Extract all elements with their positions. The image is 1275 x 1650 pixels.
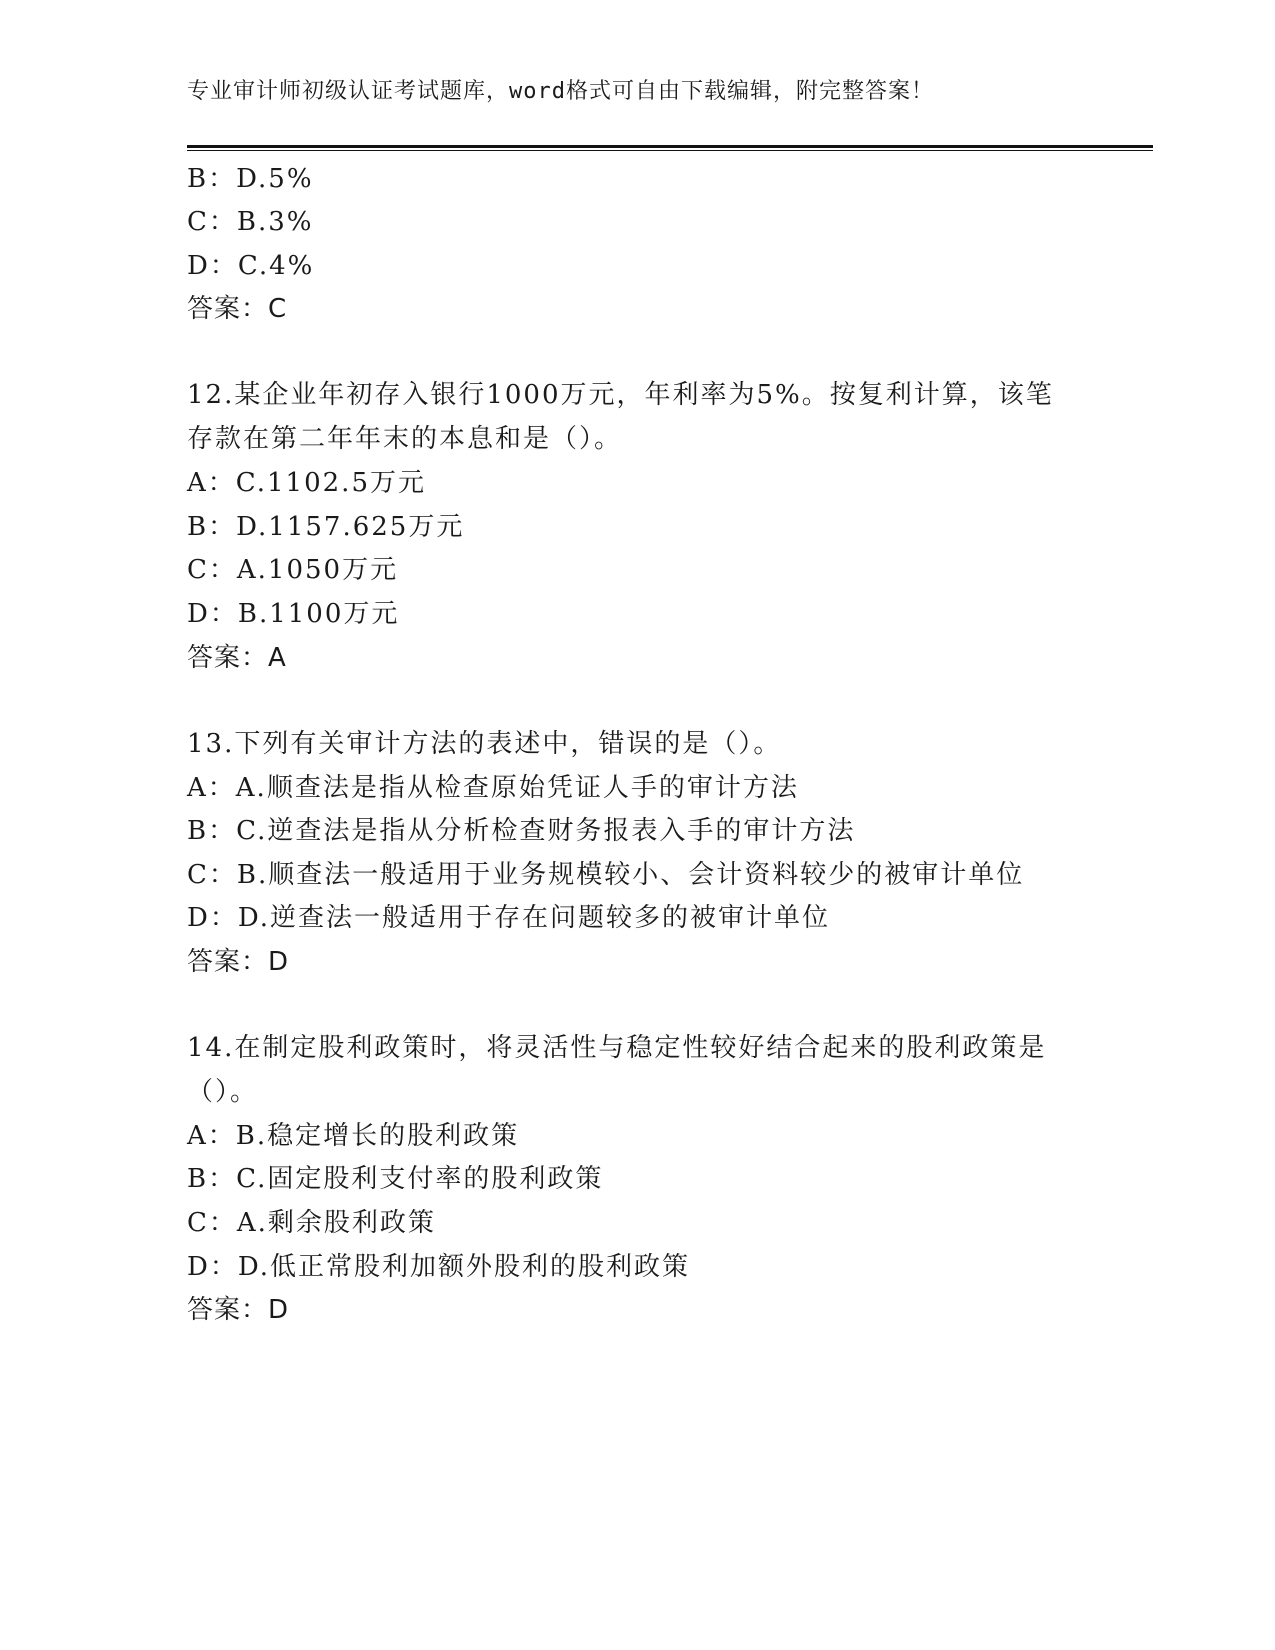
q13-answer: 答案：D <box>187 947 290 977</box>
q12-answer: 答案：A <box>187 643 287 673</box>
q12-option-a: A：C.1102.5万元 <box>187 468 426 498</box>
q13-option-a: A：A.顺查法是指从检查原始凭证人手的审计方法 <box>187 773 799 803</box>
q14-option-b: B：C.固定股利支付率的股利政策 <box>187 1164 604 1194</box>
q12-option-d: D：B.1100万元 <box>187 599 400 629</box>
q13-option-b: B：C.逆查法是指从分析检查财务报表入手的审计方法 <box>187 816 856 846</box>
q14-stem-line2: （）。 <box>187 1077 259 1107</box>
q14-option-d: D：D.低正常股利加额外股利的股利政策 <box>187 1252 691 1282</box>
q11-option-d: D：C.4% <box>187 251 315 281</box>
q12-stem-line1: 12.某企业年初存入银行1000万元，年利率为5%。按复利计算，该笔 <box>187 380 1054 410</box>
q11-answer: 答案：C <box>187 294 288 324</box>
header-divider-thin <box>187 150 1153 151</box>
q13-option-d: D：D.逆查法一般适用于存在问题较多的被审计单位 <box>187 903 831 933</box>
q14-option-c: C：A.剩余股利政策 <box>187 1208 436 1238</box>
q14-answer: 答案：D <box>187 1295 290 1325</box>
q14-option-a: A：B.稳定增长的股利政策 <box>187 1121 520 1151</box>
page-header: 专业审计师初级认证考试题库，word格式可自由下载编辑，附完整答案！ <box>187 79 934 104</box>
q11-option-b: B：D.5% <box>187 164 314 194</box>
q14-stem-line1: 14.在制定股利政策时，将灵活性与稳定性较好结合起来的股利政策是 <box>187 1033 1047 1063</box>
header-divider-thick <box>187 145 1153 148</box>
q12-stem-line2: 存款在第二年年末的本息和是（）。 <box>187 424 623 454</box>
q12-option-b: B：D.1157.625万元 <box>187 512 465 542</box>
q12-option-c: C：A.1050万元 <box>187 555 399 585</box>
q11-option-c: C：B.3% <box>187 207 314 237</box>
q13-stem-line1: 13.下列有关审计方法的表述中，错误的是（）。 <box>187 729 782 759</box>
q13-option-c: C：B.顺查法一般适用于业务规模较小、会计资料较少的被审计单位 <box>187 860 1025 890</box>
